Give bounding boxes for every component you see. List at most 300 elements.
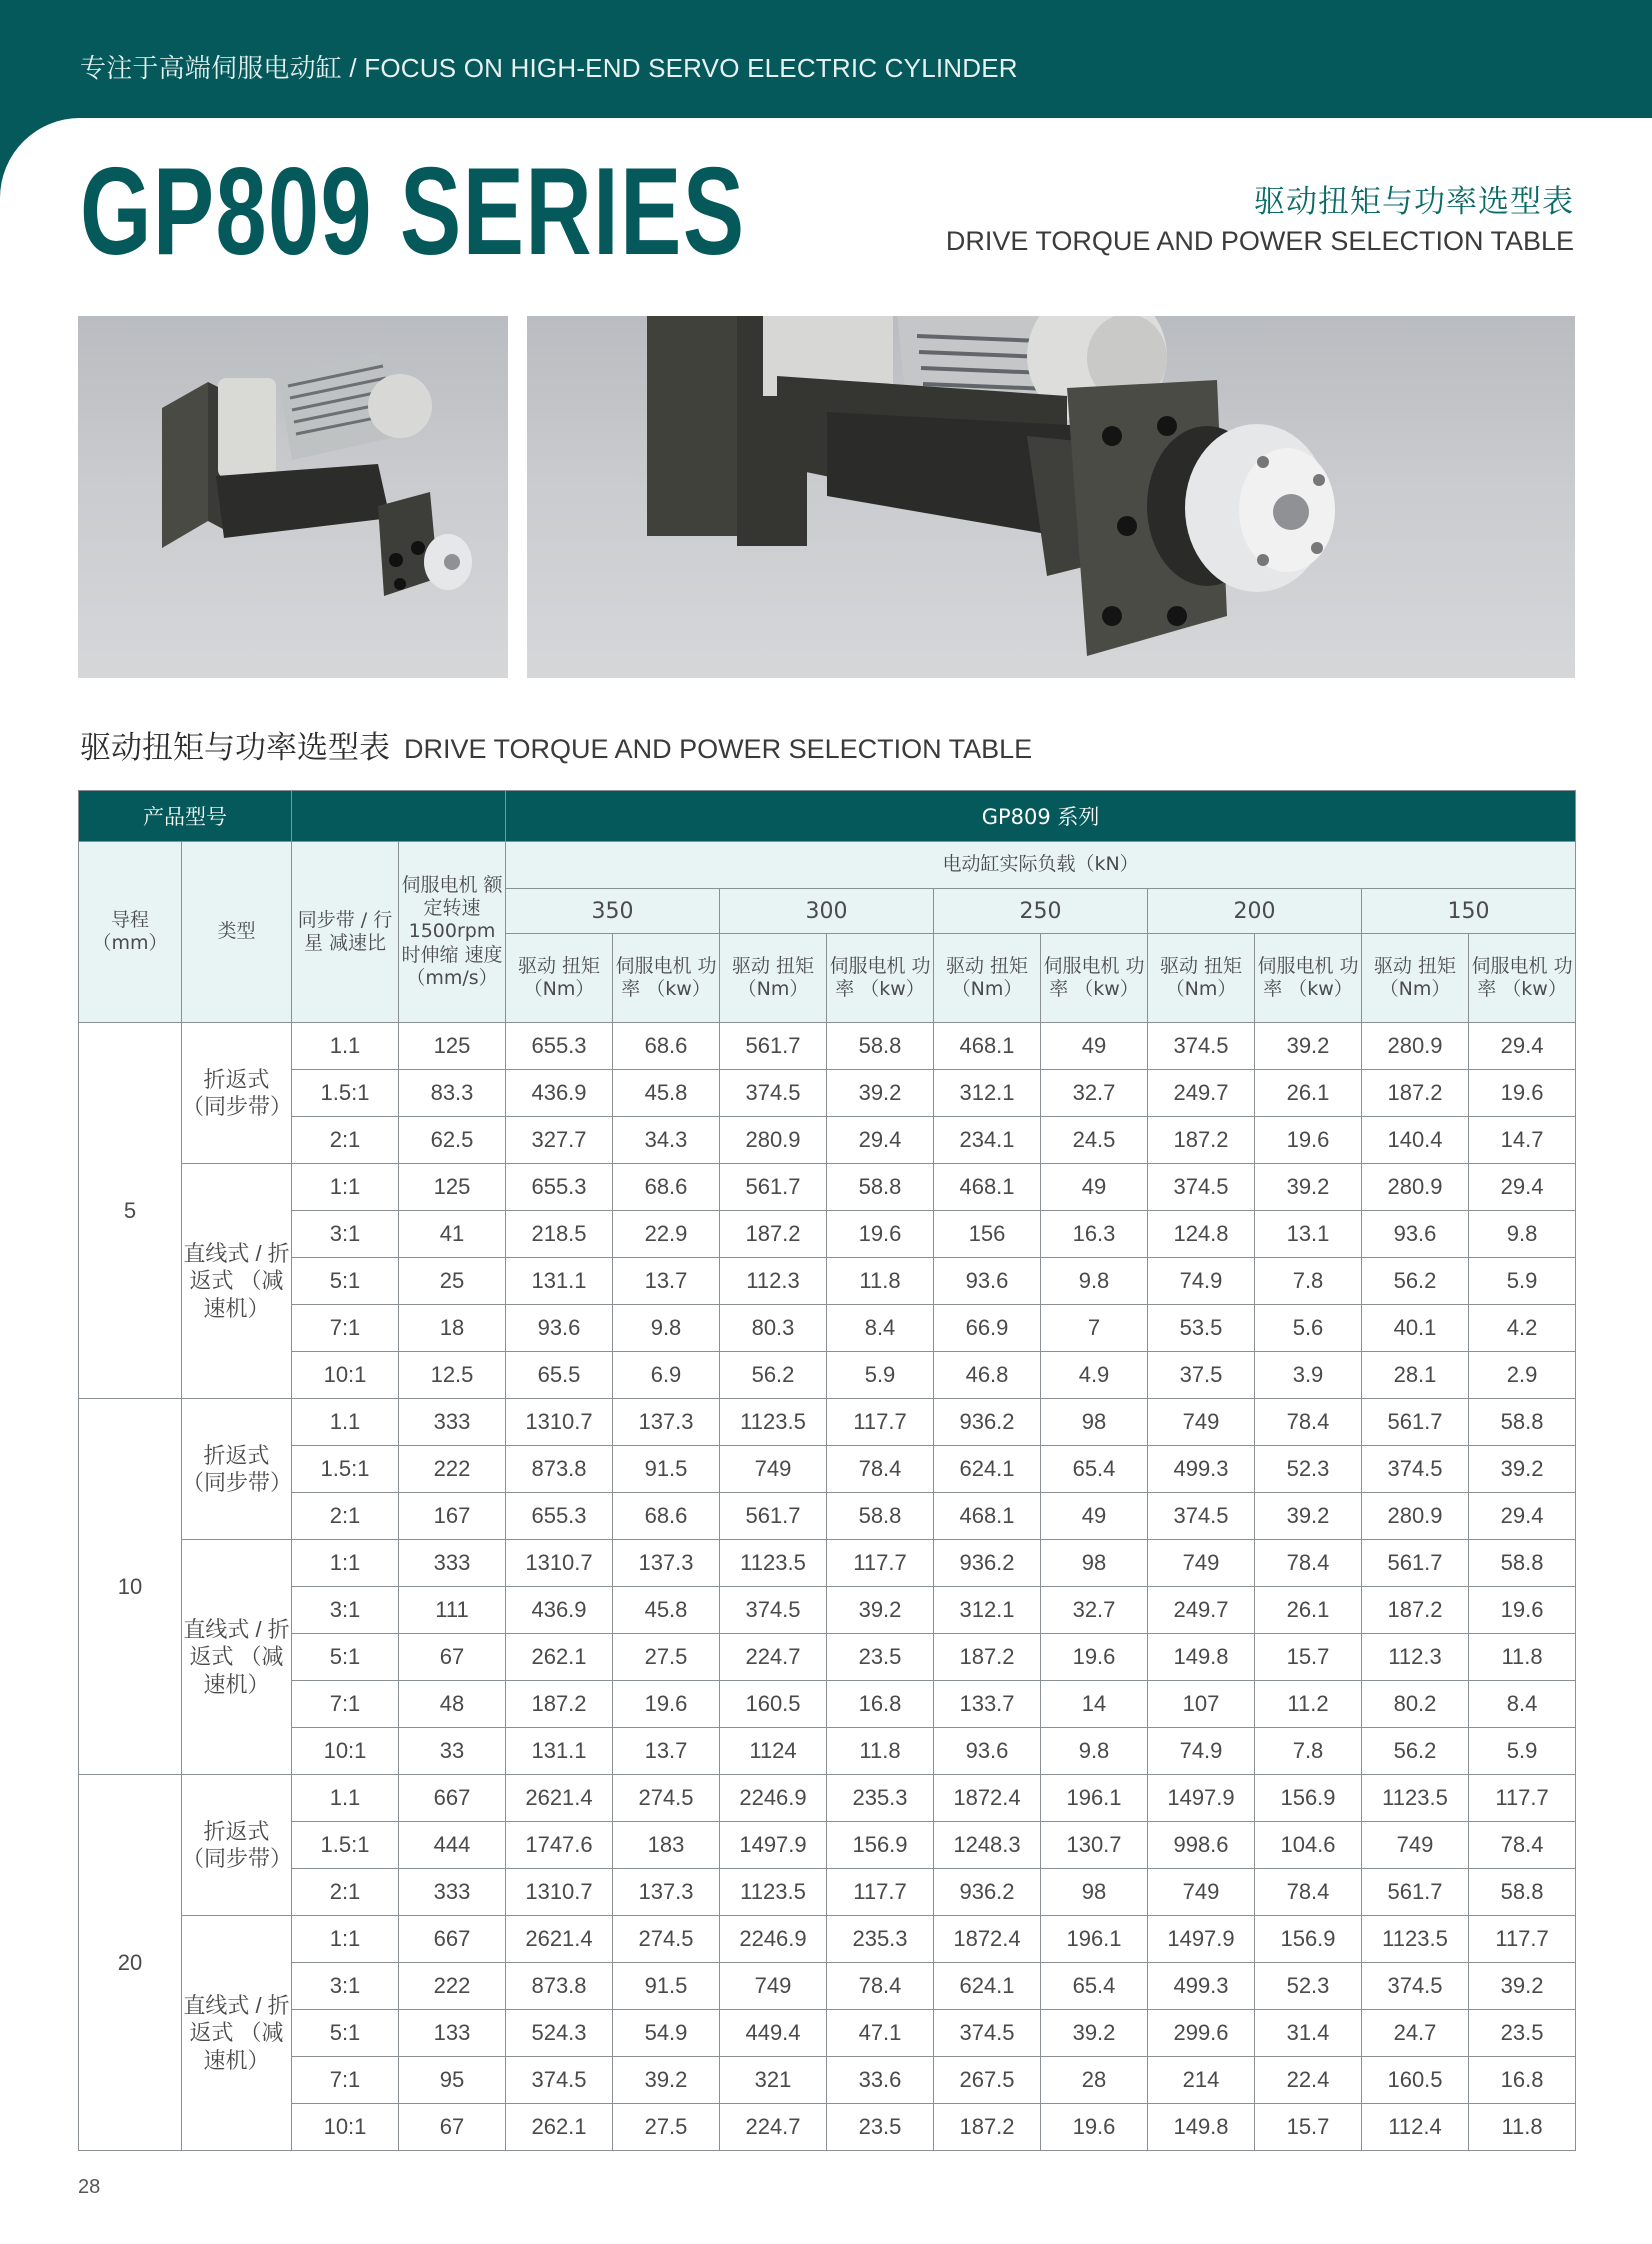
torque-cell: 374.5	[1148, 1023, 1255, 1070]
torque-cell: 40.1	[1362, 1305, 1469, 1352]
power-cell: 78.4	[827, 1446, 934, 1493]
torque-cell: 1872.4	[934, 1775, 1041, 1822]
power-cell: 11.8	[1469, 1634, 1576, 1681]
power-cell: 52.3	[1255, 1963, 1362, 2010]
speed-cell: 12.5	[399, 1352, 506, 1399]
table-row	[79, 1211, 1576, 1258]
torque-cell: 312.1	[934, 1587, 1041, 1634]
type-belt-cell: 折返式 （同步带）	[182, 1775, 292, 1916]
ratio-cell: 1:1	[292, 1540, 399, 1587]
speed-cell: 667	[399, 1916, 506, 1963]
speed-cell: 62.5	[399, 1117, 506, 1164]
power-cell: 47.1	[827, 2010, 934, 2057]
power-cell: 183	[613, 1822, 720, 1869]
torque-cell: 112.3	[720, 1258, 827, 1305]
ratio-cell: 2:1	[292, 1869, 399, 1916]
speed-cell: 25	[399, 1258, 506, 1305]
power-cell: 31.4	[1255, 2010, 1362, 2057]
torque-cell: 56.2	[720, 1352, 827, 1399]
table-row	[79, 1728, 1576, 1775]
speed-cell: 67	[399, 2104, 506, 2151]
power-cell: 4.9	[1041, 1352, 1148, 1399]
power-cell: 16.8	[1469, 2057, 1576, 2104]
torque-cell: 56.2	[1362, 1258, 1469, 1305]
power-cell: 39.2	[1041, 2010, 1148, 2057]
torque-cell: 80.2	[1362, 1681, 1469, 1728]
torque-cell: 1497.9	[1148, 1775, 1255, 1822]
torque-cell: 133.7	[934, 1681, 1041, 1728]
table-row	[79, 1916, 1576, 1963]
section-title	[80, 722, 1032, 767]
torque-cell: 327.7	[506, 1117, 613, 1164]
torque-cell: 187.2	[1148, 1117, 1255, 1164]
power-cell: 98	[1041, 1540, 1148, 1587]
table-row	[79, 2010, 1576, 2057]
power-subheader: 伺服电机 功率 （kw）	[1041, 934, 1148, 1023]
torque-cell: 66.9	[934, 1305, 1041, 1352]
torque-cell: 80.3	[720, 1305, 827, 1352]
type-belt-cell: 折返式 （同步带）	[182, 1399, 292, 1540]
banner-curve	[0, 118, 80, 198]
ratio-cell: 10:1	[292, 2104, 399, 2151]
power-cell: 9.8	[613, 1305, 720, 1352]
torque-cell: 561.7	[1362, 1399, 1469, 1446]
torque-subheader: 驱动 扭矩 （Nm）	[1148, 934, 1255, 1023]
torque-cell: 1872.4	[934, 1916, 1041, 1963]
power-cell: 14	[1041, 1681, 1148, 1728]
ratio-cell: 7:1	[292, 1305, 399, 1352]
torque-cell: 93.6	[934, 1728, 1041, 1775]
selection-table	[78, 790, 1576, 2151]
table-row	[79, 1164, 1576, 1211]
torque-cell: 749	[720, 1963, 827, 2010]
power-cell: 26.1	[1255, 1587, 1362, 1634]
speed-cell: 125	[399, 1023, 506, 1070]
torque-cell: 187.2	[934, 2104, 1041, 2151]
ratio-cell: 1.1	[292, 1775, 399, 1822]
torque-cell: 374.5	[720, 1070, 827, 1117]
power-cell: 19.6	[613, 1681, 720, 1728]
torque-cell: 468.1	[934, 1164, 1041, 1211]
torque-cell: 749	[1148, 1869, 1255, 1916]
power-cell: 33.6	[827, 2057, 934, 2104]
power-cell: 28	[1041, 2057, 1148, 2104]
ratio-cell: 5:1	[292, 2010, 399, 2057]
power-cell: 45.8	[613, 1587, 720, 1634]
power-cell: 8.4	[827, 1305, 934, 1352]
ratio-cell: 5:1	[292, 1634, 399, 1681]
power-cell: 22.4	[1255, 2057, 1362, 2104]
ratio-cell: 7:1	[292, 2057, 399, 2104]
table-row	[79, 1869, 1576, 1916]
power-cell: 58.8	[827, 1164, 934, 1211]
torque-cell: 374.5	[720, 1587, 827, 1634]
col-lead-header: 导程（mm）	[79, 842, 182, 1023]
power-cell: 22.9	[613, 1211, 720, 1258]
table-row	[79, 1023, 1576, 1070]
torque-cell: 312.1	[934, 1070, 1041, 1117]
type-reducer-cell: 直线式 / 折返式 （减速机）	[182, 1164, 292, 1399]
power-cell: 6.9	[613, 1352, 720, 1399]
power-cell: 5.9	[1469, 1258, 1576, 1305]
table-row	[79, 2104, 1576, 2151]
model-spacer	[292, 791, 506, 842]
torque-cell: 524.3	[506, 2010, 613, 2057]
speed-cell: 333	[399, 1399, 506, 1446]
ratio-cell: 3:1	[292, 1587, 399, 1634]
torque-cell: 74.9	[1148, 1258, 1255, 1305]
power-cell: 117.7	[1469, 1916, 1576, 1963]
power-cell: 39.2	[827, 1070, 934, 1117]
torque-cell: 561.7	[1362, 1869, 1469, 1916]
power-cell: 39.2	[1469, 1963, 1576, 2010]
power-cell: 19.6	[1041, 2104, 1148, 2151]
torque-cell: 112.3	[1362, 1634, 1469, 1681]
speed-cell: 444	[399, 1822, 506, 1869]
power-cell: 32.7	[1041, 1587, 1148, 1634]
power-cell: 117.7	[1469, 1775, 1576, 1822]
power-cell: 78.4	[1255, 1540, 1362, 1587]
torque-cell: 280.9	[1362, 1023, 1469, 1070]
torque-cell: 1123.5	[720, 1399, 827, 1446]
torque-cell: 56.2	[1362, 1728, 1469, 1775]
speed-cell: 48	[399, 1681, 506, 1728]
power-cell: 58.8	[827, 1493, 934, 1540]
power-cell: 78.4	[1255, 1399, 1362, 1446]
load-header: 250	[934, 889, 1148, 934]
torque-cell: 936.2	[934, 1869, 1041, 1916]
torque-cell: 187.2	[506, 1681, 613, 1728]
torque-cell: 46.8	[934, 1352, 1041, 1399]
torque-cell: 1124	[720, 1728, 827, 1775]
speed-cell: 667	[399, 1775, 506, 1822]
power-cell: 274.5	[613, 1916, 720, 1963]
torque-cell: 749	[720, 1446, 827, 1493]
power-cell: 58.8	[1469, 1869, 1576, 1916]
power-cell: 68.6	[613, 1493, 720, 1540]
torque-cell: 468.1	[934, 1023, 1041, 1070]
type-reducer-cell: 直线式 / 折返式 （减速机）	[182, 1540, 292, 1775]
power-cell: 7.8	[1255, 1258, 1362, 1305]
ratio-cell: 10:1	[292, 1352, 399, 1399]
power-cell: 27.5	[613, 1634, 720, 1681]
speed-cell: 111	[399, 1587, 506, 1634]
torque-cell: 936.2	[934, 1540, 1041, 1587]
torque-subheader: 驱动 扭矩 （Nm）	[506, 934, 613, 1023]
model-label: 产品型号	[79, 791, 292, 842]
table-row	[79, 1399, 1576, 1446]
power-subheader: 伺服电机 功率 （kw）	[827, 934, 934, 1023]
torque-cell: 2246.9	[720, 1916, 827, 1963]
ratio-cell: 1.5:1	[292, 1446, 399, 1493]
ratio-cell: 10:1	[292, 1728, 399, 1775]
torque-cell: 561.7	[720, 1023, 827, 1070]
torque-cell: 624.1	[934, 1963, 1041, 2010]
torque-cell: 131.1	[506, 1258, 613, 1305]
power-cell: 16.8	[827, 1681, 934, 1728]
torque-cell: 28.1	[1362, 1352, 1469, 1399]
power-cell: 39.2	[1255, 1493, 1362, 1540]
torque-cell: 998.6	[1148, 1822, 1255, 1869]
torque-cell: 187.2	[1362, 1587, 1469, 1634]
torque-cell: 374.5	[934, 2010, 1041, 2057]
table-row	[79, 1963, 1576, 2010]
torque-cell: 280.9	[720, 1117, 827, 1164]
speed-cell: 222	[399, 1446, 506, 1493]
torque-cell: 140.4	[1362, 1117, 1469, 1164]
power-cell: 78.4	[827, 1963, 934, 2010]
ratio-cell: 1:1	[292, 1916, 399, 1963]
torque-cell: 873.8	[506, 1963, 613, 2010]
speed-cell: 222	[399, 1963, 506, 2010]
torque-cell: 93.6	[934, 1258, 1041, 1305]
power-cell: 49	[1041, 1493, 1148, 1540]
ratio-cell: 1.5:1	[292, 1822, 399, 1869]
header-subtitle-en: DRIVE TORQUE AND POWER SELECTION TABLE	[945, 226, 1574, 256]
torque-cell: 1747.6	[506, 1822, 613, 1869]
model-value: GP809 系列	[506, 791, 1576, 842]
torque-cell: 374.5	[1362, 1446, 1469, 1493]
table-row	[79, 1634, 1576, 1681]
power-cell: 68.6	[613, 1023, 720, 1070]
torque-cell: 499.3	[1148, 1446, 1255, 1493]
torque-cell: 249.7	[1148, 1070, 1255, 1117]
power-cell: 2.9	[1469, 1352, 1576, 1399]
power-subheader: 伺服电机 功率 （kw）	[613, 934, 720, 1023]
table-row	[79, 1540, 1576, 1587]
power-cell: 58.8	[1469, 1540, 1576, 1587]
table-row	[79, 1493, 1576, 1540]
torque-cell: 65.5	[506, 1352, 613, 1399]
torque-cell: 321	[720, 2057, 827, 2104]
power-cell: 19.6	[1041, 1634, 1148, 1681]
section-title-cn: 驱动扭矩与功率选型表	[80, 730, 390, 766]
speed-cell: 41	[399, 1211, 506, 1258]
power-cell: 117.7	[827, 1540, 934, 1587]
power-cell: 91.5	[613, 1963, 720, 2010]
section-title-en: DRIVE TORQUE AND POWER SELECTION TABLE	[404, 734, 1033, 764]
power-cell: 235.3	[827, 1916, 934, 1963]
power-cell: 23.5	[827, 2104, 934, 2151]
torque-cell: 436.9	[506, 1070, 613, 1117]
ratio-cell: 2:1	[292, 1493, 399, 1540]
torque-cell: 218.5	[506, 1211, 613, 1258]
torque-cell: 1310.7	[506, 1399, 613, 1446]
load-header: 300	[720, 889, 934, 934]
top-banner	[0, 0, 1652, 118]
torque-cell: 187.2	[720, 1211, 827, 1258]
power-cell: 137.3	[613, 1540, 720, 1587]
torque-cell: 131.1	[506, 1728, 613, 1775]
power-cell: 19.6	[1469, 1587, 1576, 1634]
power-cell: 24.5	[1041, 1117, 1148, 1164]
power-cell: 5.9	[827, 1352, 934, 1399]
torque-cell: 1310.7	[506, 1540, 613, 1587]
torque-subheader: 驱动 扭矩 （Nm）	[934, 934, 1041, 1023]
speed-cell: 67	[399, 1634, 506, 1681]
power-cell: 54.9	[613, 2010, 720, 2057]
power-cell: 29.4	[1469, 1493, 1576, 1540]
table-row	[79, 1305, 1576, 1352]
ratio-cell: 3:1	[292, 1963, 399, 2010]
power-cell: 78.4	[1469, 1822, 1576, 1869]
table-row	[79, 1258, 1576, 1305]
power-cell: 49	[1041, 1164, 1148, 1211]
torque-cell: 374.5	[1148, 1164, 1255, 1211]
power-cell: 19.6	[827, 1211, 934, 1258]
torque-cell: 936.2	[934, 1399, 1041, 1446]
power-cell: 137.3	[613, 1869, 720, 1916]
power-cell: 5.6	[1255, 1305, 1362, 1352]
torque-cell: 149.8	[1148, 1634, 1255, 1681]
power-cell: 39.2	[827, 1587, 934, 1634]
torque-cell: 2246.9	[720, 1775, 827, 1822]
torque-cell: 873.8	[506, 1446, 613, 1493]
torque-cell: 655.3	[506, 1023, 613, 1070]
col-ratio-header: 同步带 / 行星 减速比	[292, 842, 399, 1023]
torque-cell: 749	[1148, 1399, 1255, 1446]
power-cell: 196.1	[1041, 1916, 1148, 1963]
torque-cell: 1497.9	[1148, 1916, 1255, 1963]
power-cell: 14.7	[1469, 1117, 1576, 1164]
power-cell: 117.7	[827, 1869, 934, 1916]
speed-cell: 167	[399, 1493, 506, 1540]
power-cell: 39.2	[1255, 1164, 1362, 1211]
power-cell: 3.9	[1255, 1352, 1362, 1399]
ratio-cell: 1.1	[292, 1023, 399, 1070]
ratio-cell: 1.1	[292, 1399, 399, 1446]
torque-subheader: 驱动 扭矩 （Nm）	[720, 934, 827, 1023]
power-cell: 29.4	[1469, 1023, 1576, 1070]
torque-cell: 124.8	[1148, 1211, 1255, 1258]
ratio-cell: 7:1	[292, 1681, 399, 1728]
power-cell: 65.4	[1041, 1963, 1148, 2010]
torque-cell: 93.6	[1362, 1211, 1469, 1258]
power-cell: 13.1	[1255, 1211, 1362, 1258]
torque-cell: 53.5	[1148, 1305, 1255, 1352]
torque-cell: 2621.4	[506, 1775, 613, 1822]
torque-cell: 187.2	[1362, 1070, 1469, 1117]
speed-cell: 18	[399, 1305, 506, 1352]
torque-cell: 436.9	[506, 1587, 613, 1634]
torque-cell: 561.7	[720, 1493, 827, 1540]
ratio-cell: 3:1	[292, 1211, 399, 1258]
speed-cell: 83.3	[399, 1070, 506, 1117]
torque-cell: 1497.9	[720, 1822, 827, 1869]
torque-cell: 299.6	[1148, 2010, 1255, 2057]
power-cell: 9.8	[1041, 1258, 1148, 1305]
power-cell: 98	[1041, 1869, 1148, 1916]
torque-cell: 2621.4	[506, 1916, 613, 1963]
power-cell: 13.7	[613, 1728, 720, 1775]
power-cell: 58.8	[827, 1023, 934, 1070]
power-cell: 16.3	[1041, 1211, 1148, 1258]
table-row	[79, 1352, 1576, 1399]
col-speed-header: 伺服电机 额定转速 1500rpm 时伸缩 速度 （mm/s）	[399, 842, 506, 1023]
power-cell: 39.2	[1255, 1023, 1362, 1070]
torque-cell: 74.9	[1148, 1728, 1255, 1775]
power-cell: 137.3	[613, 1399, 720, 1446]
torque-cell: 374.5	[1148, 1493, 1255, 1540]
type-belt-cell: 折返式 （同步带）	[182, 1023, 292, 1164]
power-cell: 45.8	[613, 1070, 720, 1117]
power-cell: 9.8	[1469, 1211, 1576, 1258]
torque-cell: 655.3	[506, 1493, 613, 1540]
power-cell: 11.2	[1255, 1681, 1362, 1728]
speed-cell: 333	[399, 1869, 506, 1916]
torque-cell: 160.5	[1362, 2057, 1469, 2104]
power-cell: 26.1	[1255, 1070, 1362, 1117]
torque-cell: 280.9	[1362, 1164, 1469, 1211]
power-cell: 274.5	[613, 1775, 720, 1822]
torque-cell: 262.1	[506, 1634, 613, 1681]
power-cell: 27.5	[613, 2104, 720, 2151]
power-cell: 65.4	[1041, 1446, 1148, 1493]
torque-cell: 374.5	[1362, 1963, 1469, 2010]
tagline: 专注于高端伺服电动缸 / FOCUS ON HIGH-END SERVO ELECTRIC CYLINDER	[80, 53, 1018, 83]
lead-cell: 20	[79, 1775, 182, 2151]
speed-cell: 333	[399, 1540, 506, 1587]
power-cell: 23.5	[1469, 2010, 1576, 2057]
torque-cell: 112.4	[1362, 2104, 1469, 2151]
torque-cell: 37.5	[1148, 1352, 1255, 1399]
torque-cell: 1123.5	[1362, 1916, 1469, 1963]
torque-cell: 1123.5	[720, 1869, 827, 1916]
torque-cell: 374.5	[506, 2057, 613, 2104]
power-cell: 78.4	[1255, 1869, 1362, 1916]
torque-cell: 624.1	[934, 1446, 1041, 1493]
power-cell: 19.6	[1255, 1117, 1362, 1164]
product-photo-small	[78, 316, 508, 678]
power-cell: 7	[1041, 1305, 1148, 1352]
speed-cell: 33	[399, 1728, 506, 1775]
table-row	[79, 1822, 1576, 1869]
power-cell: 235.3	[827, 1775, 934, 1822]
table-row	[79, 1446, 1576, 1493]
table-row	[79, 1117, 1576, 1164]
lead-cell: 10	[79, 1399, 182, 1775]
torque-cell: 107	[1148, 1681, 1255, 1728]
torque-cell: 234.1	[934, 1117, 1041, 1164]
power-cell: 29.4	[827, 1117, 934, 1164]
power-cell: 7.8	[1255, 1728, 1362, 1775]
power-cell: 29.4	[1469, 1164, 1576, 1211]
power-cell: 130.7	[1041, 1822, 1148, 1869]
power-cell: 4.2	[1469, 1305, 1576, 1352]
torque-cell: 561.7	[1362, 1540, 1469, 1587]
power-cell: 156.9	[827, 1822, 934, 1869]
power-cell: 34.3	[613, 1117, 720, 1164]
torque-cell: 499.3	[1148, 1963, 1255, 2010]
torque-cell: 262.1	[506, 2104, 613, 2151]
speed-cell: 133	[399, 2010, 506, 2057]
power-subheader: 伺服电机 功率 （kw）	[1255, 934, 1362, 1023]
power-cell: 39.2	[613, 2057, 720, 2104]
load-header: 350	[506, 889, 720, 934]
torque-cell: 1123.5	[1362, 1775, 1469, 1822]
torque-cell: 1248.3	[934, 1822, 1041, 1869]
power-cell: 156.9	[1255, 1775, 1362, 1822]
power-cell: 49	[1041, 1023, 1148, 1070]
torque-cell: 149.8	[1148, 2104, 1255, 2151]
power-cell: 11.8	[827, 1258, 934, 1305]
speed-cell: 95	[399, 2057, 506, 2104]
ratio-cell: 1.5:1	[292, 1070, 399, 1117]
torque-cell: 24.7	[1362, 2010, 1469, 2057]
power-cell: 15.7	[1255, 2104, 1362, 2151]
torque-cell: 214	[1148, 2057, 1255, 2104]
torque-cell: 468.1	[934, 1493, 1041, 1540]
